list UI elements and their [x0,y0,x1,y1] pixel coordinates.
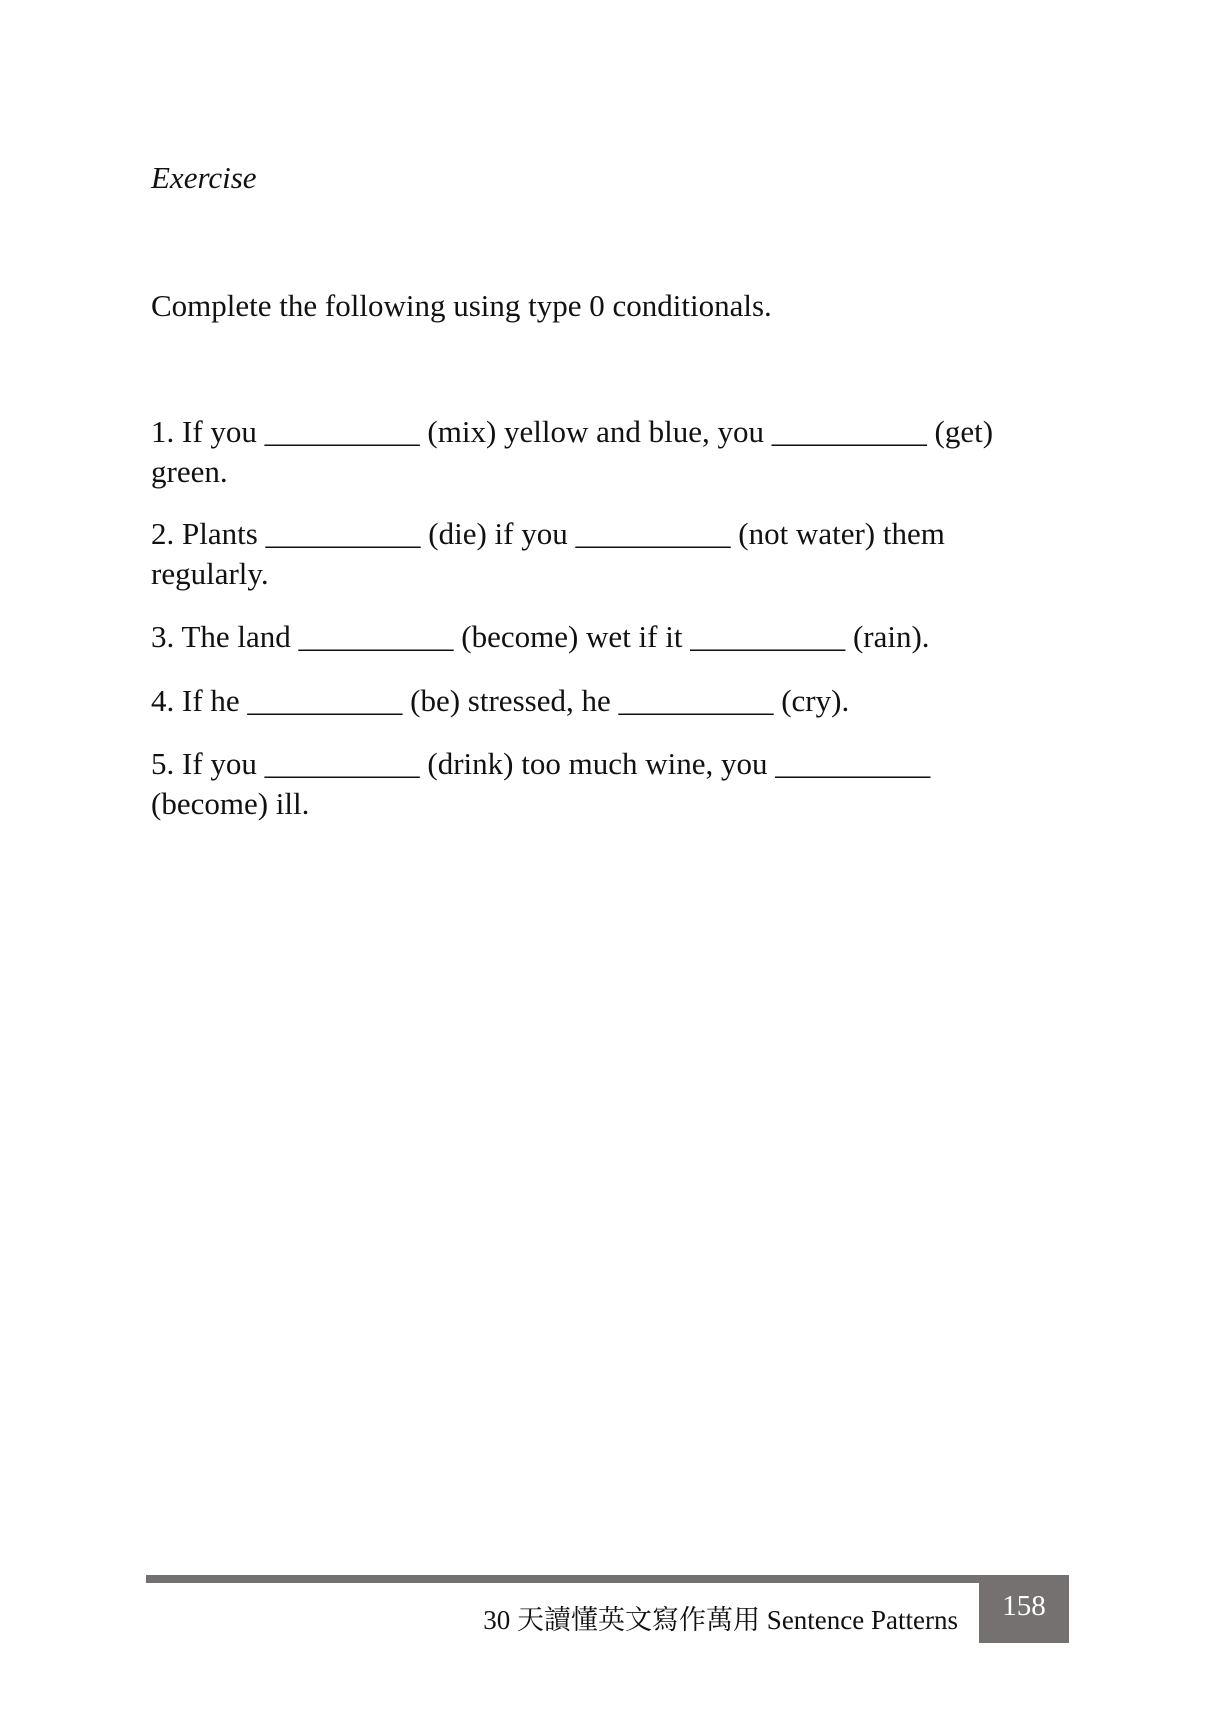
exercise-item-3 [151,617,930,657]
instruction-text: Complete the following using type 0 conditionals. [151,288,772,323]
item-line: 2. Plants __________ (die) if you __________ (not water) them [151,516,945,551]
exercise-item-5 [151,744,930,824]
footer-book-title: 30 天讀懂英文寫作萬用 Sentence Patterns [483,1605,958,1635]
exercise-heading: Exercise [151,160,257,195]
item-line: 5. If you __________ (drink) too much wine, you __________ [151,746,931,781]
item-line: regularly. [151,556,269,591]
footer-rule [146,1575,1069,1583]
item-line: 3. The land __________ (become) wet if it __________ (rain). [151,619,930,654]
exercise-item-2 [151,514,945,594]
item-line: (become) ill. [151,786,310,821]
exercise-item-1 [151,412,993,492]
item-line: 1. If you __________ (mix) yellow and blue, you __________ (get) [151,414,994,449]
item-line: 4. If he __________ (be) stressed, he __________ (cry). [151,683,850,718]
item-line: green. [151,454,228,489]
page-number: 158 [979,1577,1069,1643]
exercise-item-4 [151,681,849,721]
